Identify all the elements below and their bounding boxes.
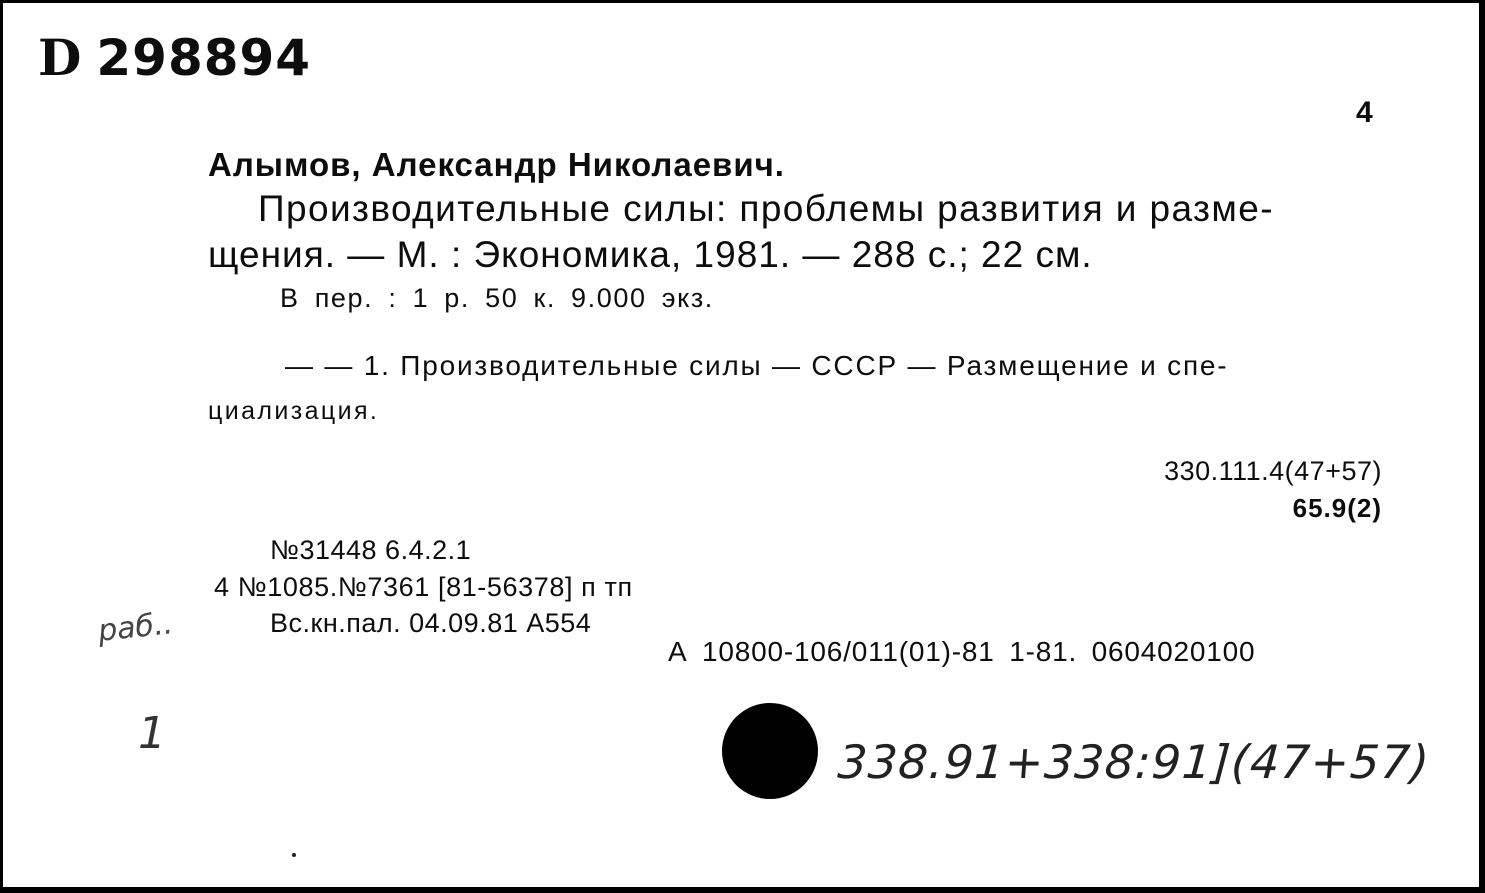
subject-heading-line-2: циализация. bbox=[208, 397, 380, 425]
handwritten-mark: 1 bbox=[138, 708, 166, 759]
service-line-1: №31448 6.4.2.1 bbox=[270, 535, 472, 565]
service-line-2: 4 №1085.№7361 [81-56378] п тп bbox=[214, 572, 633, 602]
page-marker: 4 bbox=[1356, 96, 1373, 129]
accession-letter: D bbox=[38, 28, 83, 87]
price-and-print-run: В пер. : 1 р. 50 к. 9.000 экз. bbox=[280, 283, 714, 313]
handwritten-shelfmark: 338.91+338:91](47+57) bbox=[836, 735, 1432, 789]
bbk-classification: 65.9(2) bbox=[1292, 493, 1382, 523]
accession-number bbox=[38, 28, 311, 87]
service-line-3: Вс.кн.пал. 04.09.81 А554 bbox=[270, 608, 592, 638]
card-edge-left bbox=[0, 0, 3, 893]
card-edge-top bbox=[0, 0, 1485, 3]
title-line-2: щения. — М. : Экономика, 1981. — 288 с.; 22 см. bbox=[208, 234, 1093, 275]
accession-digits: 298894 bbox=[96, 29, 312, 87]
udc-classification: 330.111.4(47+57) bbox=[1164, 456, 1382, 486]
handwritten-note: раб.. bbox=[96, 606, 175, 649]
card-edge-right bbox=[1479, 0, 1485, 893]
subject-heading-line-1: — — 1. Производительные силы — СССР — Размещение и спе- bbox=[285, 350, 1229, 381]
author-heading: Алымов, Александр Николаевич. bbox=[208, 146, 785, 183]
ink-speck bbox=[292, 853, 296, 857]
title-line-1: Производительные силы: проблемы развития и разме- bbox=[258, 188, 1274, 229]
punch-hole bbox=[722, 703, 818, 799]
card-edge-bottom bbox=[0, 887, 1485, 893]
publication-code: А 10800-106/011(01)-81 1-81. 0604020100 bbox=[668, 636, 1256, 667]
